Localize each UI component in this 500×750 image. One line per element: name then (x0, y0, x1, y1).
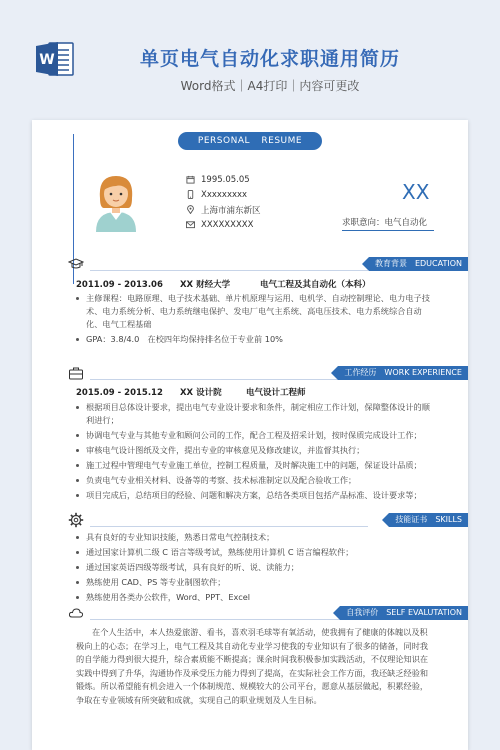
phone-icon (186, 190, 195, 199)
skills-list (76, 531, 430, 604)
work-company: XX 设计院 (180, 388, 222, 398)
job-intent-underline (342, 230, 434, 231)
list-item: GPA：3.8/4.0 在校四年均保持排名位于专业前 10% (76, 333, 430, 346)
list-item: 熟练使用 CAD、PS 等专业制图软件； (76, 576, 430, 589)
education-rule (90, 270, 368, 271)
applicant-name: XX (402, 180, 430, 204)
education-title-cn: 教育背景 (374, 259, 407, 268)
list-item: 负责电气专业相关材料、设备等的考察、技术标准制定以及配合验收工作； (76, 474, 430, 487)
work-entry (76, 386, 306, 398)
work-period: 2015.09 - 2015.12 (76, 388, 163, 398)
self-title-cn: 自我评价 (346, 608, 379, 617)
resume-paper (32, 120, 468, 750)
self-evaluation-text: 在个人生活中，本人热爱旅游、看书，喜欢羽毛球等有氧活动，使我拥有了健康的体魄以及积极向上的心态；在学习上，电气工程及其自动化专业学习使我的专业知识有了很多的储备，同时我的自学能力得到很大提升，综合素质能不断提高；课余时间我积极参加实践活动，不仅理论知识在实践中得到了升华，沟通协作及承受压力能力得到了提高，在实际社会工作方面，我还缺乏经验和锻炼。所以希望能有机会进入一个体制规范、规模较大的公司平台，愿意从基层做起，积累经验，争取在专业领域有所突破和成就，实现自己的职业规划及人生目标。 (76, 627, 429, 705)
birthdate-text: 1995.05.05 (201, 174, 250, 185)
education-entry (76, 278, 371, 290)
word-logo-icon (35, 40, 75, 78)
work-rule (90, 379, 368, 380)
skills-rule (90, 526, 368, 527)
resume-banner (178, 132, 322, 150)
email-text: XXXXXXXXX (201, 219, 254, 230)
page-subtitle: Word格式｜A4打印｜内容可更改 (180, 79, 360, 93)
work-list (76, 401, 430, 502)
birthdate-row (186, 172, 261, 187)
page-title: 单页电气自动化求职通用简历 (139, 48, 400, 70)
education-school: XX 财经大学 (180, 280, 231, 290)
list-item: 熟练使用各类办公软件，Word、PPT、Excel (76, 591, 430, 604)
job-intent: 求职意向：电气自动化 (342, 218, 428, 228)
cloud-icon (68, 605, 84, 621)
work-position: 电气设计工程师 (246, 388, 306, 398)
education-major: 电气工程及其自动化（本科） (260, 280, 371, 290)
list-item: 审核电气设计图纸及文件，提出专业的审核意见及修改建议，并监督其执行； (76, 444, 430, 457)
phone-text: Xxxxxxxxx (201, 189, 248, 200)
education-period: 2011.09 - 2013.06 (76, 280, 163, 290)
list-item: 具有良好的专业知识技能，熟悉日常电气控制技术； (76, 531, 430, 544)
self-evaluation-heading (340, 606, 468, 620)
word-logo-letter: W (39, 52, 55, 68)
avatar (88, 168, 144, 232)
location-icon (186, 205, 195, 214)
work-title-en: WORK EXPERIENCE (384, 368, 462, 377)
education-list (76, 292, 430, 346)
self-evaluation-rule (90, 619, 368, 620)
phone-row (186, 187, 261, 202)
list-item: 主修课程：电路原理、电子技术基础、单片机原理与运用、电机学、自动控制理论、电力电子技术、电力系统分析、电力系统继电保护、发电厂电气主系统、高电压技术、电力系统综合自动化、电气工程基础 (76, 292, 430, 331)
contact-info (186, 172, 261, 232)
banner-word-2: RESUME (261, 136, 303, 146)
gear-icon (68, 512, 84, 528)
list-item: 通过国家计算机二级 C 语言等级考试，熟练使用计算机 C 语言编程软件； (76, 546, 430, 559)
calendar-icon (186, 175, 195, 184)
work-heading (338, 366, 468, 380)
location-row (186, 202, 261, 217)
work-title-cn: 工作经历 (344, 368, 377, 377)
education-title-en: EDUCATION (414, 259, 462, 268)
list-item: 根据项目总体设计要求，提出电气专业设计要求和条件，制定相应工作计划，保障整体设计的顺利进行； (76, 401, 430, 427)
banner-word-1: PERSONAL (197, 136, 250, 146)
briefcase-icon (68, 365, 84, 381)
mail-icon (186, 220, 195, 229)
list-item: 通过国家英语四级等级考试，具有良好的听、说、读能力； (76, 561, 430, 574)
graduation-cap-icon (68, 256, 84, 272)
list-item: 项目完成后，总结项目的经验、问题和解决方案，总结各类项目包括产品标准、设计要求等； (76, 489, 430, 502)
list-item: 协调电气专业与其他专业和顾问公司的工作，配合工程及招采计划，按时保质完成设计工作； (76, 429, 430, 442)
location-text: 上海市浦东新区 (201, 205, 261, 216)
list-item: 施工过程中管理电气专业施工单位，控制工程质量，及时解决施工中的问题，保证设计品质； (76, 459, 430, 472)
email-row (186, 217, 261, 232)
education-heading (369, 257, 468, 271)
self-title-en: SELF EVALUTATION (386, 608, 462, 617)
skills-title-cn: 技能证书 (395, 515, 428, 524)
skills-heading (389, 513, 468, 527)
skills-title-en: SKILLS (435, 515, 462, 524)
